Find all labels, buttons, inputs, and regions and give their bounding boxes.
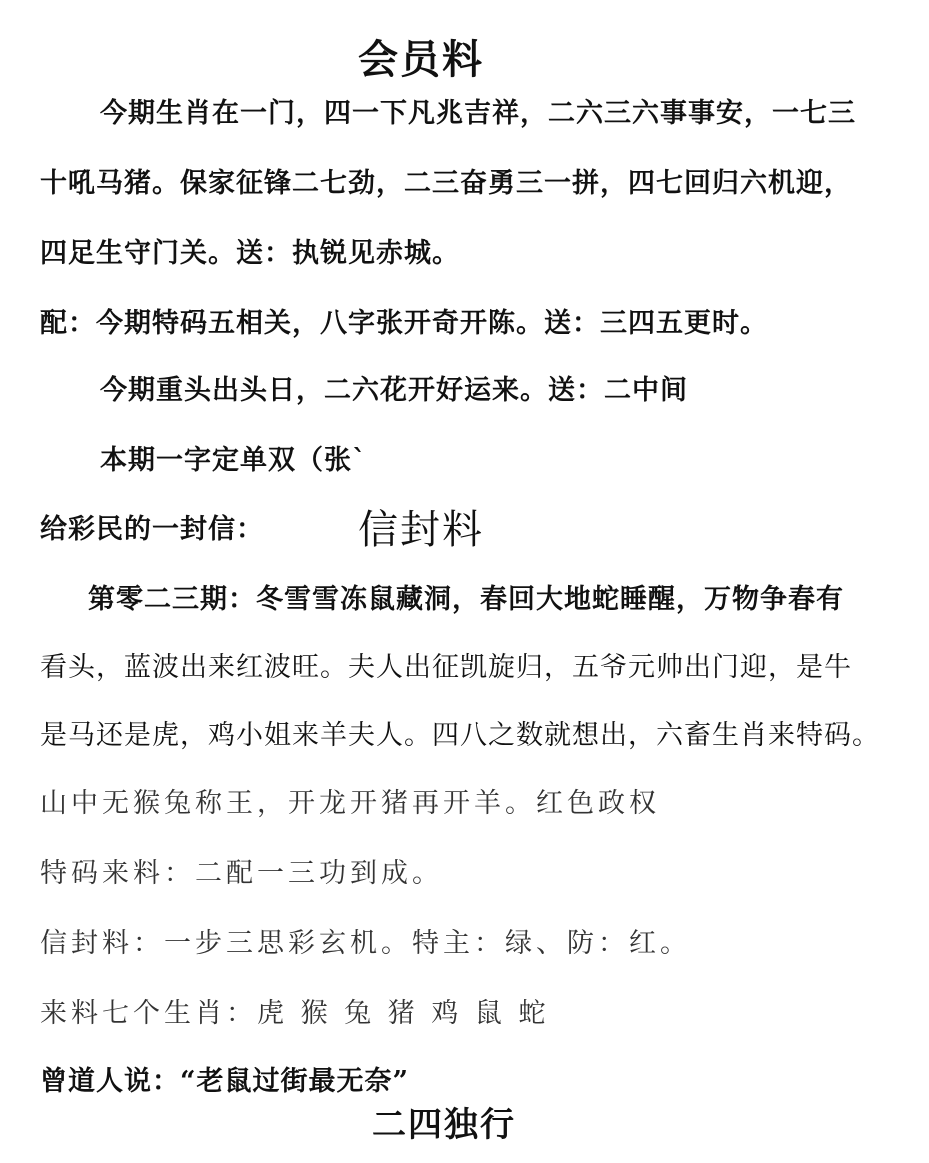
seven-zodiac-line: 来料七个生肖：虎 猴 兔 猪 鸡 鼠 蛇: [40, 998, 550, 1029]
member-line-1: 今期生肖在一门，四一下凡兆吉祥，二六三六事事安，一七三: [100, 98, 856, 129]
envelope-title: 信封料: [358, 507, 484, 553]
envelope-line-2: 看头，蓝波出来红波旺。夫人出征凯旋归，五爷元帅出门迎，是牛: [40, 652, 852, 683]
letter-label: 给彩民的一封信：: [40, 514, 264, 545]
tema-line: 特码来料：二配一三功到成。: [40, 858, 443, 889]
yizi-line: 本期一字定单双（张`: [100, 445, 367, 476]
envelope-line-3: 是马还是虎，鸡小姐来羊夫人。四八之数就想出，六畜生肖来特码。: [40, 720, 880, 751]
member-line-2: 十吼马猪。保家征锋二七劲，二三奋勇三一拼，四七回归六机迎，: [40, 168, 852, 199]
member-line-3: 四足生守门关。送：执锐见赤城。: [40, 238, 460, 269]
envelope-line-1: 第零二三期：冬雪雪冻鼠藏洞，春回大地蛇睡醒，万物争春有: [88, 584, 844, 615]
pei-line: 配：今期特码五相关，八字张开奇开陈。送：三四五更时。: [40, 308, 768, 339]
footer-title: 二四独行: [372, 1105, 516, 1145]
zeng-line: 曾道人说：“老鼠过街最无奈”: [40, 1066, 410, 1097]
member-title: 会员料: [358, 36, 484, 83]
envelope-line-4: 山中无猴兔称王，开龙开猪再开羊。红色政权: [40, 788, 660, 819]
xinfeng-line: 信封料：一步三思彩玄机。特主：绿、防：红。: [40, 928, 691, 959]
chongtou-line: 今期重头出头日，二六花开好运来。送：二中间: [100, 375, 688, 406]
